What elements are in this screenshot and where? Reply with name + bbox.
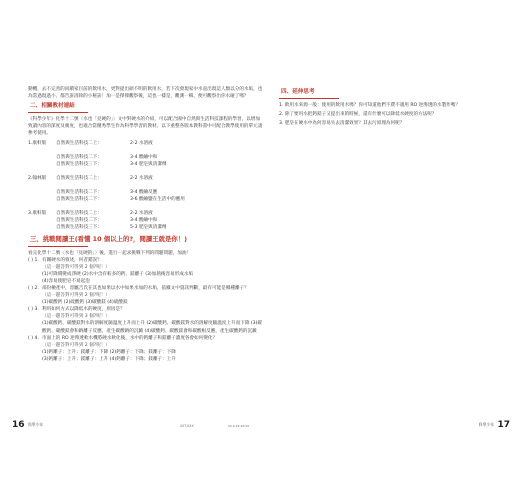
spacer <box>28 168 264 175</box>
textbook-row <box>28 196 264 203</box>
textbook-row <box>28 189 264 196</box>
section-underline <box>28 246 88 247</box>
question-options: (1)碳酸鈣 (2)硫酸鈣 (3)碳酸鎂 (4)硫酸鎂 <box>42 300 128 306</box>
textbook-row <box>28 217 264 224</box>
textbook-unit: 3-4 酸鹼中和 <box>130 154 158 160</box>
textbook-group-label: 3.康軒版 <box>28 211 47 217</box>
textbook-source: 自然與生活科技二上： <box>56 175 102 181</box>
textbook-unit: 3-4 酸鹼反應 <box>130 189 158 195</box>
intro-paragraph: 動機，去不完善的回饋家目前的飲用水，更對提出碩不明的飲用水，若下次發現家中水壺出現這人類以分的水垢，也為當過現過小，都告訴清除的小秘訣！加一是擇擇觀察後，這也一樣是，觀測一輯，便可觀察出你水碰了嗎？ <box>28 87 263 100</box>
spacer <box>28 147 264 154</box>
question-number: ( ) 2. <box>28 285 39 291</box>
question-number: ( ) 1. <box>28 257 39 263</box>
question-options: (1)碳酸鈣、碳酸鎂對水的溶解度隨溫度上升而上升 (2)碳酸鈣、碳酸鎂對水的溶解度隨溫度上升而下降 (3)碳酸鈣、碳酸鎂會和鈉離子反應，產生碳酸鈉的沉澱 (4)碳酸鈣、碳酸鎂會和碳酸根反應，產生碳酸鈣的沉澱 <box>42 321 262 334</box>
textbook-row <box>28 210 264 217</box>
question-item <box>28 285 264 306</box>
challenge-intro: 看完化學十二號〈水也「見硬的」〉後，進行一起求挑戰下列的問題問題，加油！ <box>28 250 192 256</box>
question-number: ( ) 3. <box>28 307 39 313</box>
textbook-row <box>28 175 264 182</box>
question-hint: （這一題答對可得到 2 個?呢！） <box>42 342 111 348</box>
extension-list <box>279 102 493 127</box>
question-item <box>28 306 264 334</box>
page-label-left: 科學少年 <box>28 422 44 427</box>
spacer <box>28 203 264 210</box>
section-title-materials: 二、相關教材連結 <box>30 103 75 110</box>
textbook-source: 自然與生活科技三下： <box>56 161 102 167</box>
extension-item: 3. 肥皂在硬水中為何容易失去清潔效果？其去污原理為何呢？ <box>279 121 405 127</box>
extension-item: 1. 飲用水來源一般：使用的飲用水嗎？你可知道他們不費不適用 RO 逆滲透的水製作嗎？ <box>279 103 460 109</box>
question-options: (4)容易使肥皂不易起泡 <box>42 278 90 284</box>
imprint-timestamp: xx.x.xx xx:xx <box>228 424 250 428</box>
question-text: 部份檢產中，容屬吉氏在其也如果以水中如果水加的水垢，依據文中資訊判斷，最有可能是哪種離子？ <box>42 285 249 291</box>
question-text: 有關硬水的敘述，何者錯誤？ <box>42 257 102 263</box>
textbook-unit: 5-3 肥皂與清潔劑 <box>130 225 167 231</box>
section-underline <box>279 98 339 99</box>
textbook-source: 自然與生活科技二下： <box>56 197 102 203</box>
textbook-source: 自然與生活科技三下： <box>56 225 102 231</box>
spacer <box>28 182 264 189</box>
textbook-source: 自然與生活科技二上： <box>56 140 102 146</box>
textbook-unit: 2-2 水溶液 <box>130 140 153 146</box>
textbook-unit: 2-2 水溶液 <box>130 175 153 181</box>
question-number: ( ) 4. <box>28 335 39 341</box>
right-page <box>279 86 493 129</box>
extension-item: 2. 除了要用水把鈣鎂子又提出來的時候，還有什麼可以降低水硬度的方法呢？ <box>279 112 437 118</box>
page-number-left: 16 <box>12 420 25 430</box>
question-options: (1)可降價變成淨硬 (2)水中含有較多的鈣、鎂離子 (3)加熱後容易形成水垢 <box>42 271 194 277</box>
textbook-source: 自然與生活科技二下： <box>56 218 102 224</box>
textbook-list <box>28 140 264 232</box>
textbook-unit: 2-2 水溶液 <box>130 211 153 217</box>
question-text: 利用如何方式以降低水的硬度，原因是？ <box>42 307 125 313</box>
textbook-source: 自然與生活科技二下： <box>56 154 102 160</box>
section-underline <box>28 112 88 113</box>
question-hint: （這一題答對可得到 3 個?呢！） <box>42 314 111 320</box>
question-text: 市面上的 RO 逆滲透軟水機將硬水軟化後，水中的鈣離子和鎂離子濃度各會如何變化？ <box>42 335 218 341</box>
question-options: (3)鈣離子：上升；鎂離子：上升 (4)鈣離子：下降；鎂離子：上升 <box>42 356 176 362</box>
materials-paragraph: 《科學少年》化學十二號〈水也「見硬的」〉文中對硬水的介紹，可以配合國中自然與生活科技課程的學習，以增加致讀內容的深度及廣度，也適合當優秀學生作為科學學習的教材。以下重整各版本教科書中可配合教學使用的單元請參考使用。 <box>28 117 263 137</box>
page-label-right: 科學少年 <box>478 422 494 427</box>
question-options: (1)鈣離子：上升；鎂離子：下降 (2)鈣離子：下降；鎂離子：下降 <box>42 349 176 355</box>
textbook-unit: 3-4 肥皂與清潔劑 <box>130 161 167 167</box>
textbook-unit: 3-4 酸鹼中和 <box>130 218 158 224</box>
question-item <box>28 335 264 363</box>
textbook-row <box>28 140 264 147</box>
left-page <box>28 86 264 363</box>
textbook-source: 自然與生活科技二上： <box>56 211 102 217</box>
imprint-code: XXT-XXX <box>180 424 194 428</box>
textbook-row <box>28 224 264 231</box>
question-hint: （這一題答對可得到 2 個?呢！） <box>42 264 111 270</box>
textbook-row <box>28 154 264 161</box>
textbook-source: 自然與生活科技二下： <box>56 189 102 195</box>
section-title-extension: 四、延伸思考 <box>281 89 315 95</box>
question-hint: （這一題答對可得到 2 個?呢！） <box>42 293 111 299</box>
textbook-unit: 3-6 酸鹼鹽在生活中的應用 <box>130 197 185 203</box>
textbook-group-label: 2.翰林版 <box>28 175 47 181</box>
question-item <box>28 257 264 285</box>
section-title-challenge: 三、挑戰閱讀王(看懂 10 個以上的?，閱讀王就是你！) <box>30 235 188 244</box>
page-number-right: 17 <box>497 420 510 430</box>
textbook-row <box>28 161 264 168</box>
question-list <box>28 257 264 363</box>
textbook-group-label: 1.康軒版 <box>28 140 47 146</box>
